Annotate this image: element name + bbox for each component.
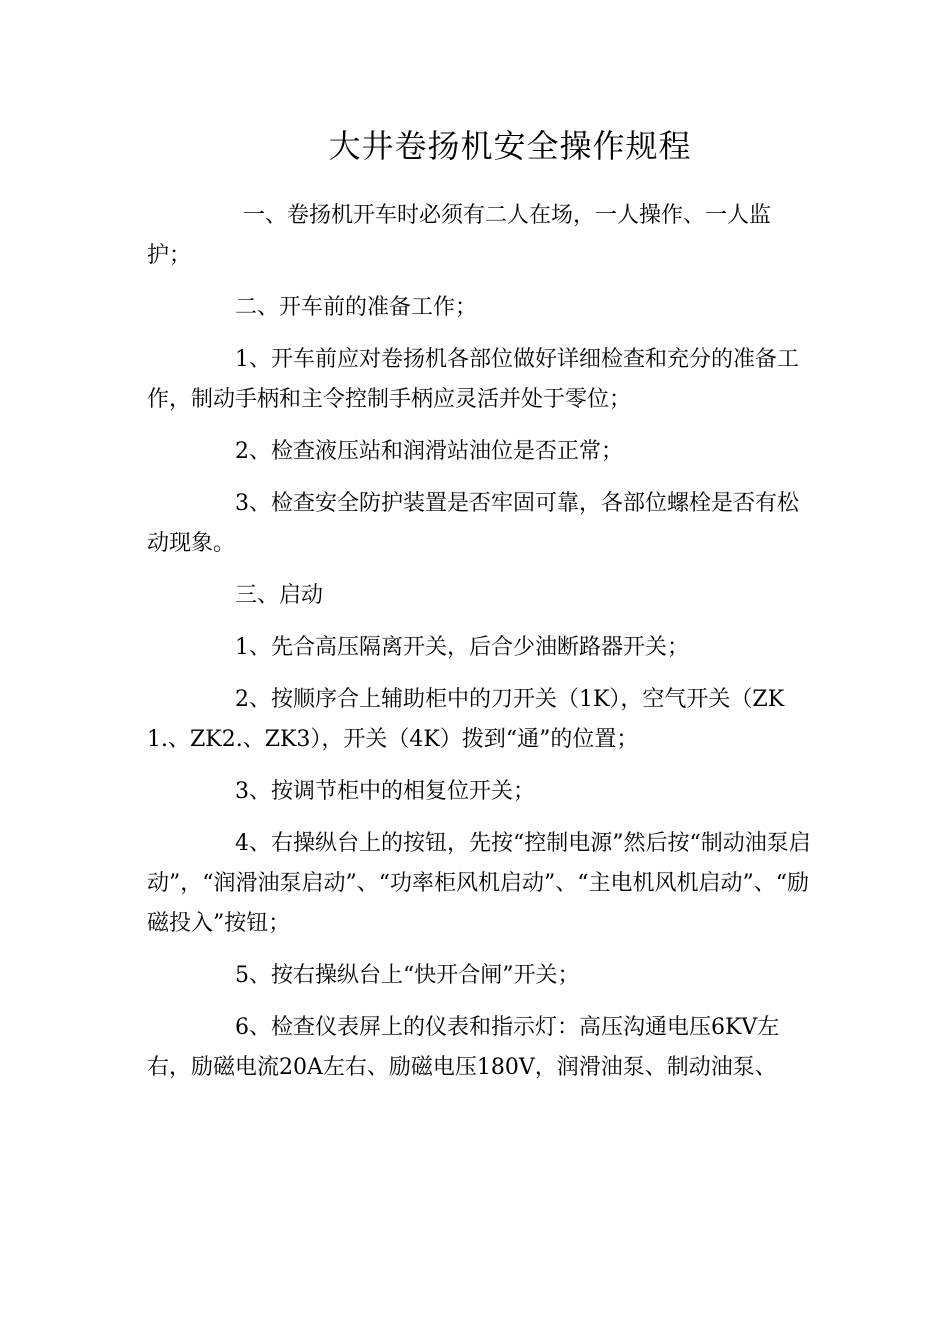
paragraph-item-3-4: 4、右操纵台上的按钮，先按“控制电源”然后按“制动油泵启动”，“润滑油泵启动”、“功率柜风机启动”、“主电机风机启动”、“励磁投入”按钮； — [147, 831, 811, 936]
paragraph-section-3: 三、启动 — [235, 583, 324, 608]
document-body — [147, 196, 811, 1100]
paragraph-item-2-2: 2、检查液压站和润滑站油位是否正常； — [235, 439, 623, 464]
paragraph-item-2-3: 3、检查安全防护装置是否牢固可靠，各部位螺栓是否有松动现象。 — [147, 491, 799, 556]
paragraph-item-2-1: 1、开车前应对卷扬机各部位做好详细检查和充分的准备工作，制动手柄和主令控制手柄应灵活并处于零位； — [147, 347, 799, 412]
paragraph-section-2: 二、开车前的准备工作； — [235, 295, 478, 320]
paragraph-item-3-1: 1、先合高压隔离开关，后合少油断路器开关； — [235, 635, 689, 660]
paragraph-item-3-6: 6、检查仪表屏上的仪表和指示灯：高压沟通电压6KV左右，励磁电流20A左右、励磁电压180V，润滑油泵、制动油泵、 — [147, 1015, 780, 1080]
paragraph-section-1: 一、卷扬机开车时必须有二人在场，一人操作、一人监护； — [147, 203, 772, 268]
document-title: 大井卷扬机安全操作规程 — [328, 127, 692, 165]
paragraph-item-3-5: 5、按右操纵台上“快开合闸”开关； — [235, 963, 580, 988]
paragraph-item-3-2: 2、按顺序合上辅助柜中的刀开关（1K），空气开关（ZK1.、ZK2.、ZK3），开关（4K）拨到“通”的位置； — [147, 687, 785, 752]
paragraph-item-3-3: 3、按调节柜中的相复位开关； — [235, 779, 535, 804]
